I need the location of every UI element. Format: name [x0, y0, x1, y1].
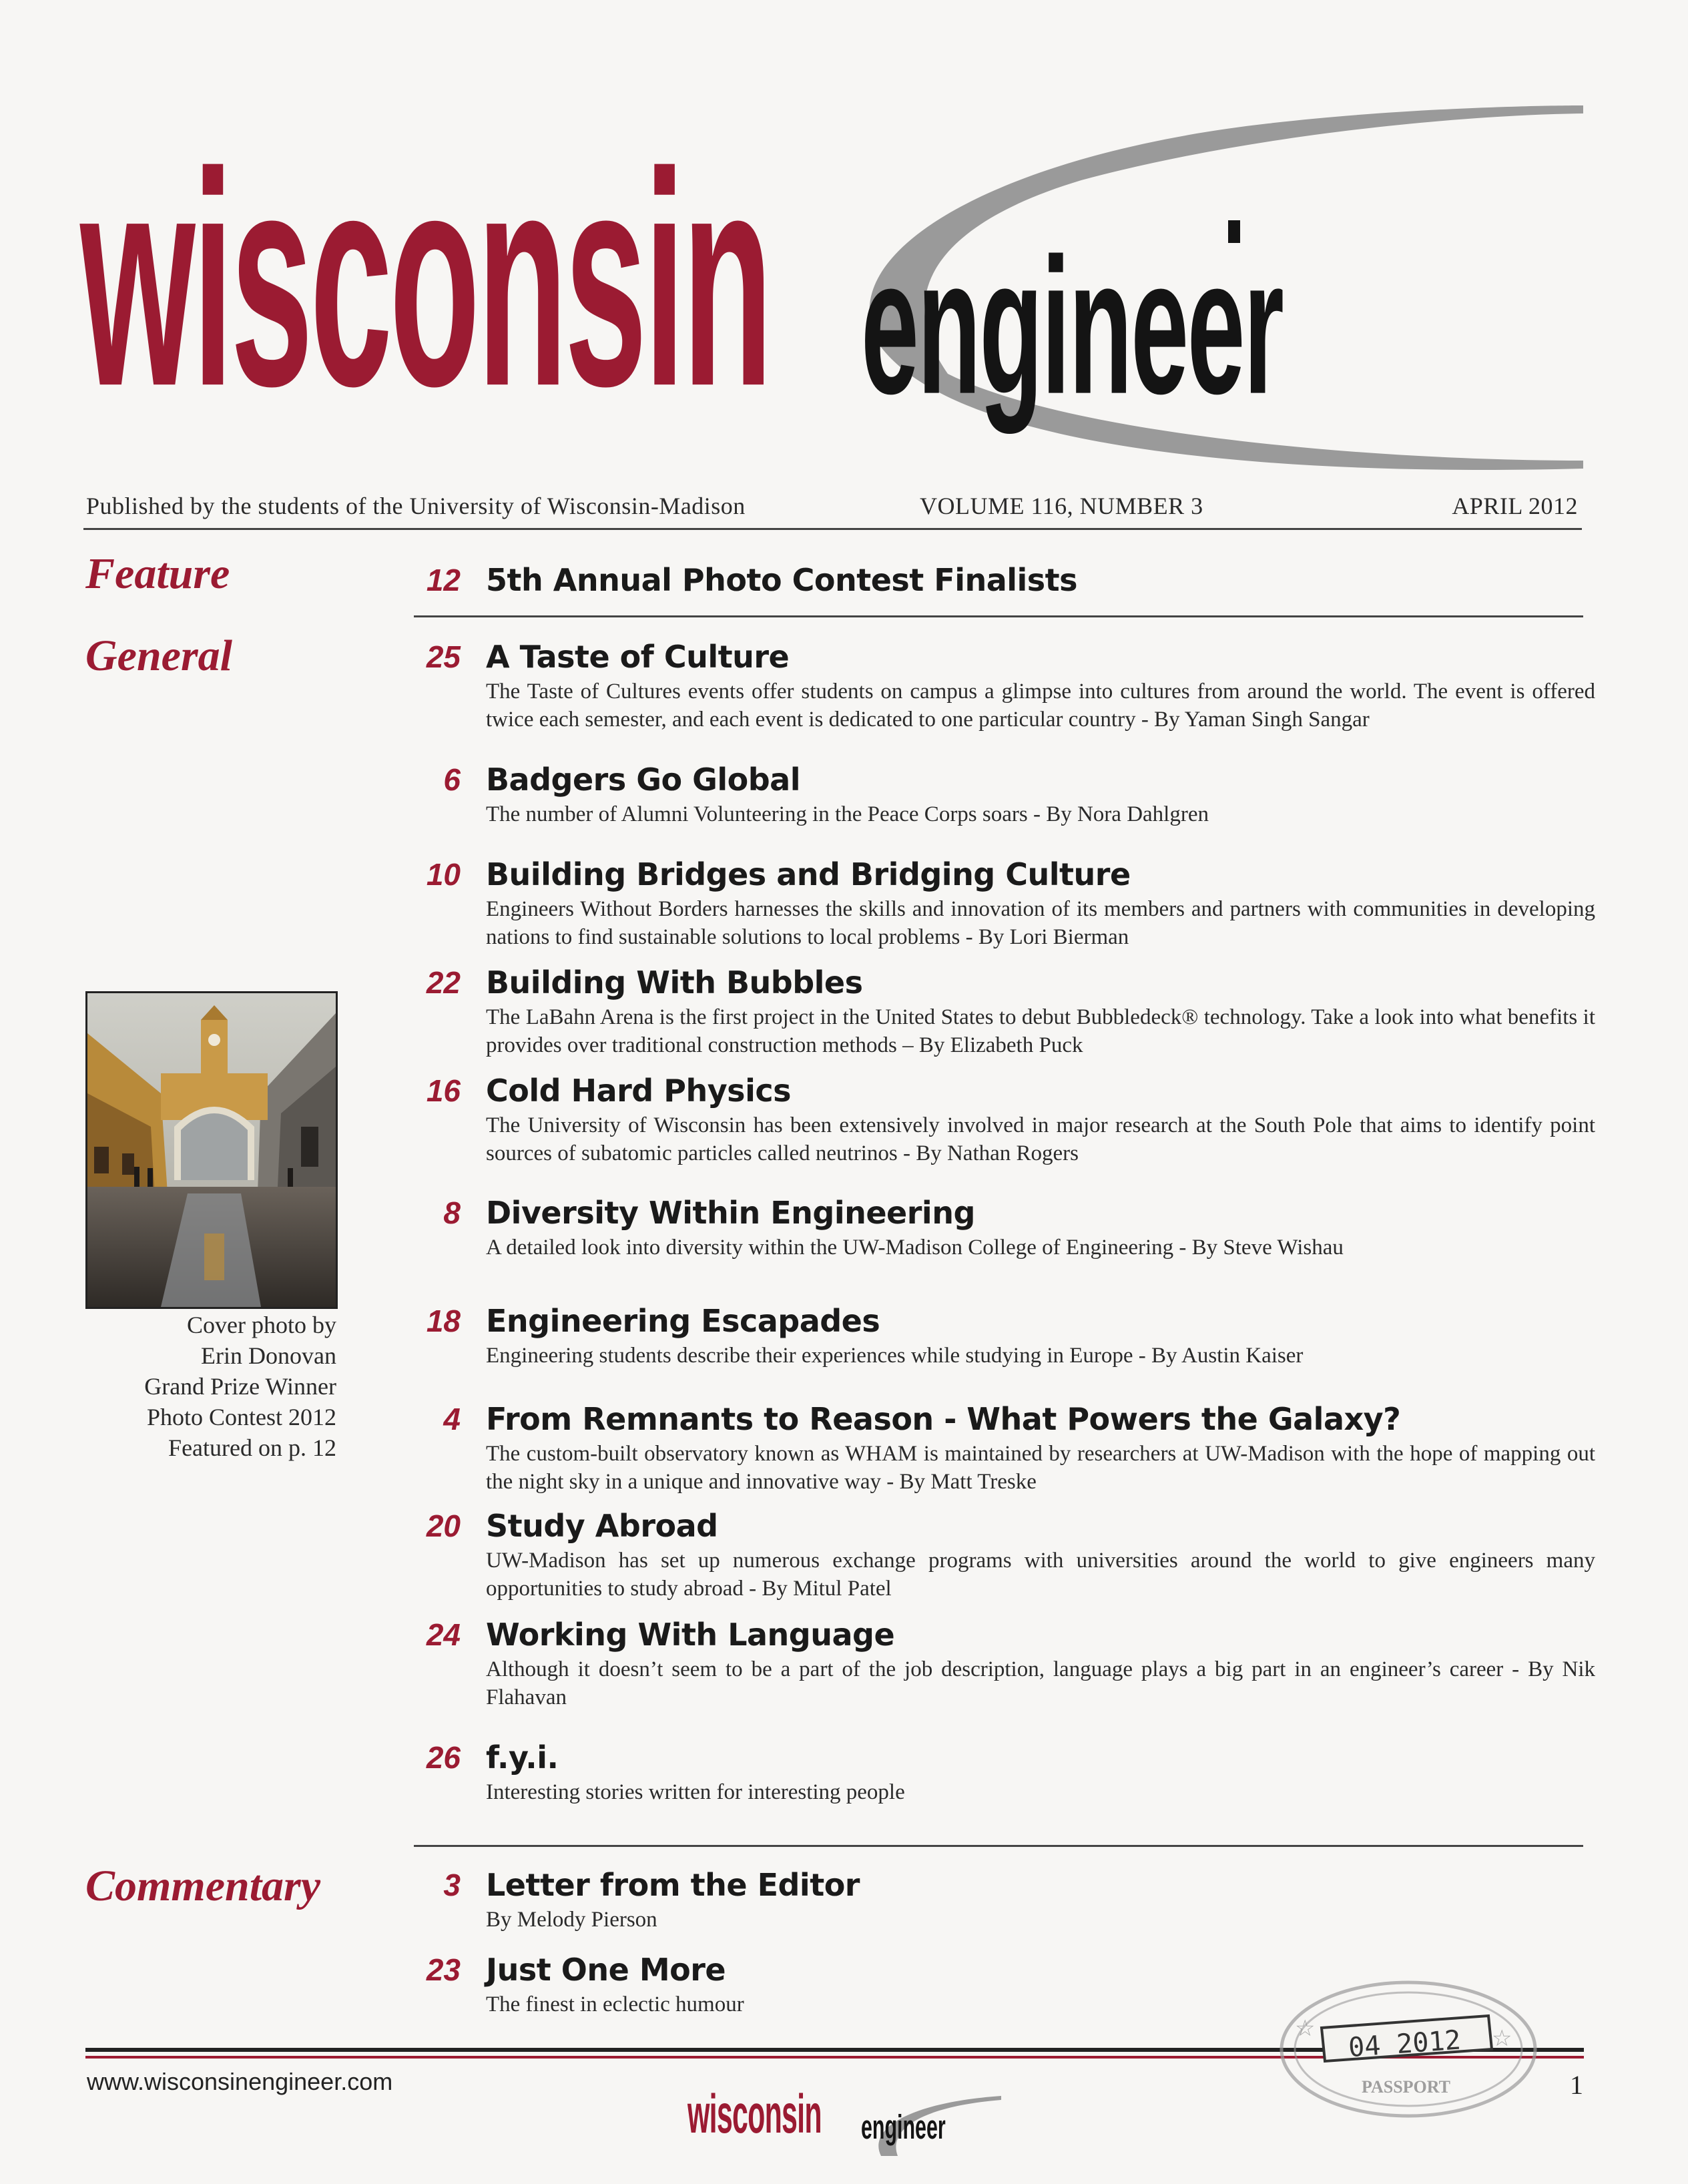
article-description: The University of Wisconsin has been extensively involved in major research at the South Pole that aims to identify point sources of subatomic particles called neutrinos - By Nathan Rogers [486, 1113, 1595, 1165]
page-number: 22 [426, 965, 461, 1000]
article-title: Working With Language [486, 1617, 895, 1653]
section-divider [414, 615, 1583, 617]
page-number: 24 [426, 1617, 461, 1652]
article-description: UW-Madison has set up numerous exchange programs with universities around the world to give engineers many opportunities to study abroad - By Mitul Patel [486, 1549, 1595, 1601]
section-label-feature: Feature [85, 549, 230, 598]
article-title: 5th Annual Photo Contest Finalists [486, 562, 1078, 598]
section-label-commentary: Commentary [85, 1862, 321, 1910]
article-description: A detailed look into diversity within the UW-Madison College of Engineering - By Steve Wishau [486, 1236, 1344, 1260]
page-number: 4 [443, 1402, 461, 1436]
article-title: Just One More [486, 1952, 726, 1988]
article-description: The custom-built observatory known as WHAM is maintained by researchers at UW-Madison with the hope of mapping out the night sky in a unique and innovative way - By Matt Treske [486, 1442, 1595, 1494]
page-number-footer: 1 [1570, 2070, 1583, 2100]
stamp-word: PASSPORT [1362, 2077, 1450, 2097]
article-title: Cold Hard Physics [486, 1073, 791, 1109]
page-number: 18 [426, 1304, 461, 1338]
stamp-icon [1261, 1969, 1562, 2129]
page-number: 10 [426, 857, 461, 892]
passport-stamp [1261, 1969, 1562, 2133]
page-number: 12 [426, 563, 461, 597]
stamp-date: 04 2012 [1347, 2024, 1462, 2064]
article-description: Interesting stories written for interesting people [486, 1780, 905, 1804]
article-description: The finest in eclectic humour [486, 1992, 744, 2016]
article-description: By Melody Pierson [486, 1908, 657, 1932]
article-title: Building With Bubbles [486, 965, 863, 1001]
article-title: Engineering Escapades [486, 1303, 880, 1339]
cover-caption-line: Photo Contest 2012 [146, 1404, 336, 1430]
cover-caption-line: Featured on p. 12 [168, 1434, 336, 1461]
article-title: A Taste of Culture [486, 639, 790, 675]
page-number: 25 [426, 639, 461, 674]
section-label-general: General [85, 631, 232, 680]
page-number: 23 [426, 1952, 461, 1987]
article-description: Although it doesn’t seem to be a part of the job description, language plays a big part in an engineer’s career - By Nik Flahavan [486, 1657, 1595, 1709]
page-number: 26 [426, 1740, 461, 1775]
article-title: Study Abroad [486, 1508, 718, 1544]
issue-info-bar [83, 489, 1582, 530]
article-title: Badgers Go Global [486, 762, 800, 798]
cover-photo-illustration [87, 993, 336, 1307]
cover-caption-line: Erin Donovan [201, 1342, 336, 1369]
website-url[interactable]: www.wisconsinengineer.com [87, 2068, 393, 2095]
article-description: Engineers Without Borders harnesses the skills and innovation of its members and partners with communities in developing nations to find sustainable solutions to local problems - By Lori Bierman [486, 897, 1595, 949]
article-title: Building Bridges and Bridging Culture [486, 856, 1131, 892]
issue-date: APRIL 2012 [1452, 493, 1578, 519]
page-number: 16 [426, 1073, 461, 1108]
page-number: 3 [443, 1868, 461, 1902]
publisher-line: Published by the students of the University of Wisconsin-Madison [86, 493, 746, 519]
article-title: f.y.i. [486, 1739, 559, 1776]
section-divider [414, 1845, 1583, 1847]
footer-logo-wisconsin: wisconsin [687, 2084, 822, 2145]
volume-number: VOLUME 116, NUMBER 3 [920, 493, 1203, 519]
article-title: From Remnants to Reason - What Powers the Galaxy? [486, 1401, 1401, 1437]
masthead-logo-wisconsin: wisconsin [80, 108, 770, 450]
svg-text:☆: ☆ [1295, 2016, 1316, 2041]
article-title: Diversity Within Engineering [486, 1195, 975, 1231]
svg-text:☆: ☆ [1492, 2026, 1512, 2051]
article-description: The Taste of Cultures events offer students on campus a glimpse into cultures from around the world. The event is offered twice each semester, and each event is dedicated to one particular country - By Yaman Singh Sangar [486, 679, 1595, 732]
page-number: 6 [443, 762, 461, 797]
article-description: The LaBahn Arena is the first project in the United States to debut Bubbledeck® technology. Take a look into what benefits it provides over traditional construction methods – By Elizabeth Puck [486, 1005, 1595, 1057]
page-number: 8 [443, 1195, 461, 1230]
masthead [0, 0, 1688, 507]
article-title: Letter from the Editor [486, 1867, 860, 1903]
cover-photo [85, 991, 338, 1309]
masthead-logo-engineer: engineer [861, 218, 1283, 435]
cover-caption-line: Grand Prize Winner [144, 1373, 336, 1400]
footer-logo-engineer: engineer [861, 2109, 946, 2147]
page-number: 20 [426, 1509, 461, 1543]
article-description: The number of Alumni Volunteering in the Peace Corps soars - By Nora Dahlgren [486, 802, 1209, 826]
cover-caption-line: Cover photo by [187, 1312, 336, 1338]
article-description: Engineering students describe their experiences while studying in Europe - By Austin Kaiser [486, 1344, 1304, 1368]
